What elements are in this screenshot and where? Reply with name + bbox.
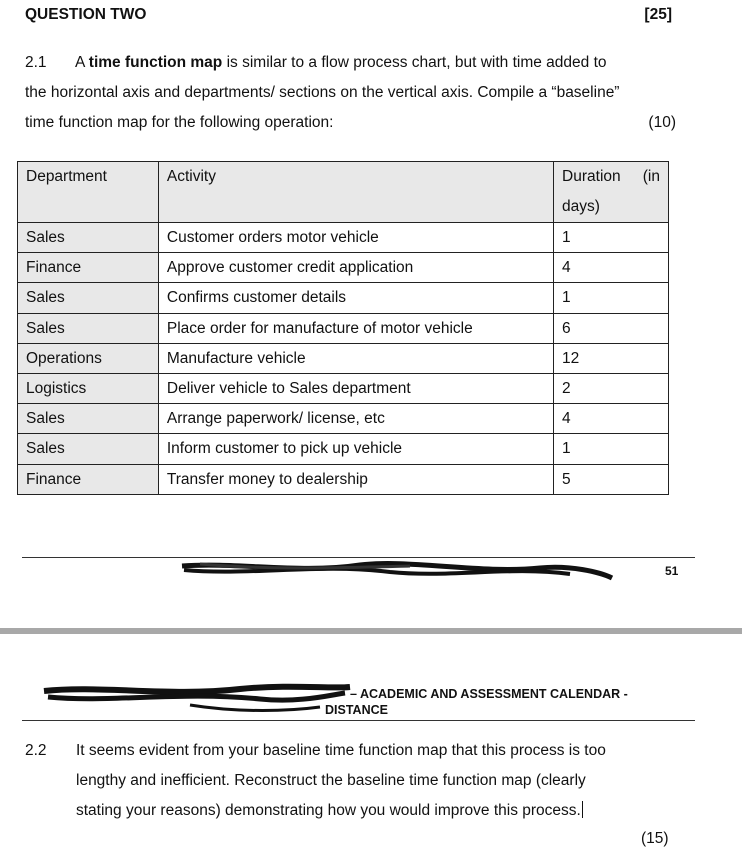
q22-line-1: It seems evident from your baseline time function map that this process is too (76, 742, 606, 759)
table-row (18, 373, 669, 403)
header-duration-unit: days) (562, 198, 600, 215)
q22-line-3 (76, 796, 693, 826)
table-row (18, 404, 669, 434)
header-title-line-2: DISTANCE (325, 703, 388, 717)
q22-line-3-text: stating your reasons) demonstrating how you would improve this process. (76, 802, 581, 819)
table-row (18, 253, 669, 283)
cell-department: Finance (18, 464, 159, 494)
table-row (18, 464, 669, 494)
cell-department: Sales (18, 404, 159, 434)
cell-activity: Manufacture vehicle (158, 343, 553, 373)
header-department: Department (18, 162, 159, 223)
table-row (18, 223, 669, 253)
header-duration-word: Duration (562, 168, 621, 185)
cell-duration: 1 (554, 283, 669, 313)
question-heading (25, 6, 672, 24)
cell-department: Finance (18, 253, 159, 283)
footer-rule (22, 557, 695, 558)
q21-number: 2.1 (25, 54, 47, 71)
q22-line-2: lengthy and inefficient. Reconstruct the baseline time function map (clearly (76, 772, 586, 789)
q21-text-a: A (75, 54, 89, 71)
cell-activity: Approve customer credit application (158, 253, 553, 283)
running-header-title (325, 686, 680, 718)
cell-department: Logistics (18, 373, 159, 403)
cell-duration: 12 (554, 343, 669, 373)
cell-department: Sales (18, 313, 159, 343)
table-row (18, 283, 669, 313)
cell-department: Operations (18, 343, 159, 373)
header-duration-in: (in (642, 168, 660, 185)
table-row (18, 343, 669, 373)
table-row (18, 313, 669, 343)
header-activity: Activity (158, 162, 553, 223)
cell-activity: Place order for manufacture of motor vehicle (158, 313, 553, 343)
cell-duration: 2 (554, 373, 669, 403)
cell-duration: 1 (554, 434, 669, 464)
question-marks: [25] (644, 6, 672, 23)
cell-duration: 4 (554, 253, 669, 283)
page-number: 51 (665, 564, 679, 578)
text-cursor (582, 801, 583, 818)
q21-line-3 (25, 108, 693, 138)
header-duration (554, 162, 669, 223)
cell-activity: Deliver vehicle to Sales department (158, 373, 553, 403)
cell-activity: Transfer money to dealership (158, 464, 553, 494)
question-title: QUESTION TWO (25, 6, 147, 23)
redaction-scribble-header (40, 683, 355, 719)
q22-number: 2.2 (25, 742, 47, 759)
header-title-line-1: – ACADEMIC AND ASSESSMENT CALENDAR - (350, 687, 628, 701)
table-row (18, 434, 669, 464)
question-2-1 (25, 48, 693, 138)
redaction-scribble (180, 560, 620, 584)
cell-duration: 1 (554, 223, 669, 253)
page-separator (0, 628, 742, 634)
cell-department: Sales (18, 434, 159, 464)
cell-activity: Arrange paperwork/ license, etc (158, 404, 553, 434)
q21-line-2: the horizontal axis and departments/ sections on the vertical axis. Compile a “baseline” (25, 84, 620, 101)
q22-marks: (15) (641, 830, 669, 847)
cell-duration: 5 (554, 464, 669, 494)
cell-activity: Customer orders motor vehicle (158, 223, 553, 253)
q21-marks: (10) (648, 114, 676, 131)
operations-table (17, 161, 669, 495)
q21-bold-term: time function map (88, 54, 223, 71)
cell-duration: 6 (554, 313, 669, 343)
cell-duration: 4 (554, 404, 669, 434)
q21-text-c: time function map for the following operation: (25, 114, 334, 131)
table-header-row (18, 162, 669, 223)
q21-text-b: is similar to a flow process chart, but with time added to (222, 54, 607, 71)
cell-department: Sales (18, 283, 159, 313)
q21-line-1 (25, 48, 693, 78)
header-rule (22, 720, 695, 721)
cell-activity: Confirms customer details (158, 283, 553, 313)
q22-body (76, 736, 693, 826)
cell-department: Sales (18, 223, 159, 253)
cell-activity: Inform customer to pick up vehicle (158, 434, 553, 464)
